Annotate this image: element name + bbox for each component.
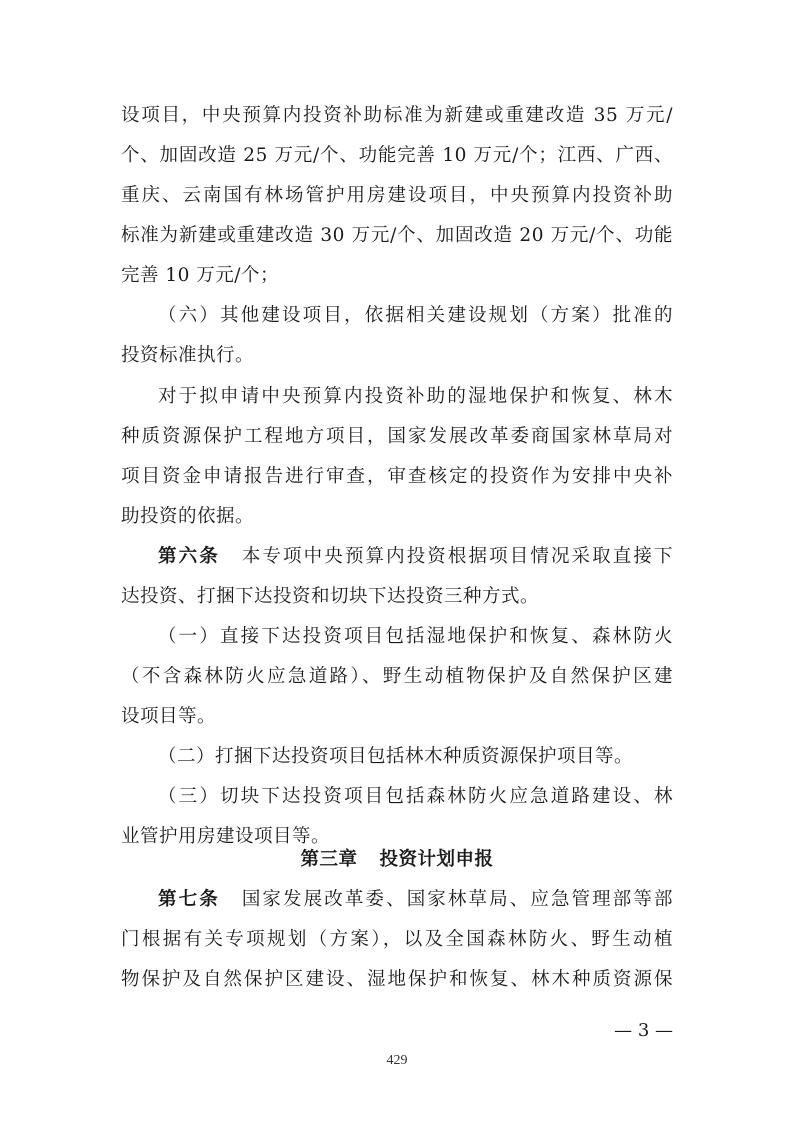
text-line: 助投资的依据。	[121, 506, 255, 527]
text-line: 对于拟申请中央预算内投资补助的湿地保护和恢复、林木	[158, 386, 673, 407]
text-line: 业管护用房建设项目等。	[121, 826, 331, 847]
text-line: 门根据有关专项规划（方案），以及全国森林防火、野生动植	[121, 929, 673, 950]
text-line: （三）切块下达投资项目包括森林防火应急道路建设、林	[158, 786, 673, 807]
page-number: — 3 —	[614, 1020, 673, 1041]
article-7-text: 国家发展改革委、国家林草局、应急管理部等部	[241, 889, 673, 910]
article-6-line	[158, 545, 673, 569]
text-line: 完善 10 万元/个；	[121, 265, 280, 286]
article-7-label: 第七条	[158, 889, 220, 910]
text-line: 标准为新建或重建改造 30 万元/个、加固改造 20 万元/个、功能	[121, 225, 673, 246]
chapter-heading	[121, 848, 673, 872]
article-7-line	[158, 888, 673, 912]
text-line: 种质资源保护工程地方项目，国家发展改革委商国家林草局对	[121, 426, 673, 447]
text-line: 重庆、云南国有林场管护用房建设项目，中央预算内投资补助	[121, 185, 673, 206]
text-line: 达投资、打捆下达投资和切块下达投资三种方式。	[121, 586, 540, 607]
text-line: 投资标准执行。	[121, 345, 255, 366]
text-line: 设项目等。	[121, 706, 217, 727]
text-line: （二）打捆下达投资项目包括林木种质资源保护项目等。	[158, 746, 634, 767]
footer-page-number: 429	[386, 1053, 408, 1068]
article-6-text: 本专项中央预算内投资根据项目情况采取直接下	[241, 546, 673, 567]
text-line: 物保护及自然保护区建设、湿地保护和恢复、林木种质资源保	[121, 969, 673, 990]
text-line: （不含森林防火应急道路）、野生动植物保护及自然保护区建	[121, 666, 673, 687]
chapter-number: 第三章	[300, 849, 358, 870]
text-line: 个、加固改造 25 万元/个、功能完善 10 万元/个；江西、广西、	[121, 145, 673, 166]
text-line: （六）其他建设项目，依据相关建设规划（方案）批准的	[158, 305, 673, 326]
text-line: 设项目，中央预算内投资补助标准为新建或重建改造 35 万元/	[121, 105, 673, 126]
text-line: （一）直接下达投资项目包括湿地保护和恢复、森林防火	[158, 626, 673, 647]
text-line: 项目资金申请报告进行审查，审查核定的投资作为安排中央补	[121, 466, 673, 487]
chapter-title: 投资计划申报	[379, 849, 494, 870]
article-6-label: 第六条	[158, 546, 220, 567]
